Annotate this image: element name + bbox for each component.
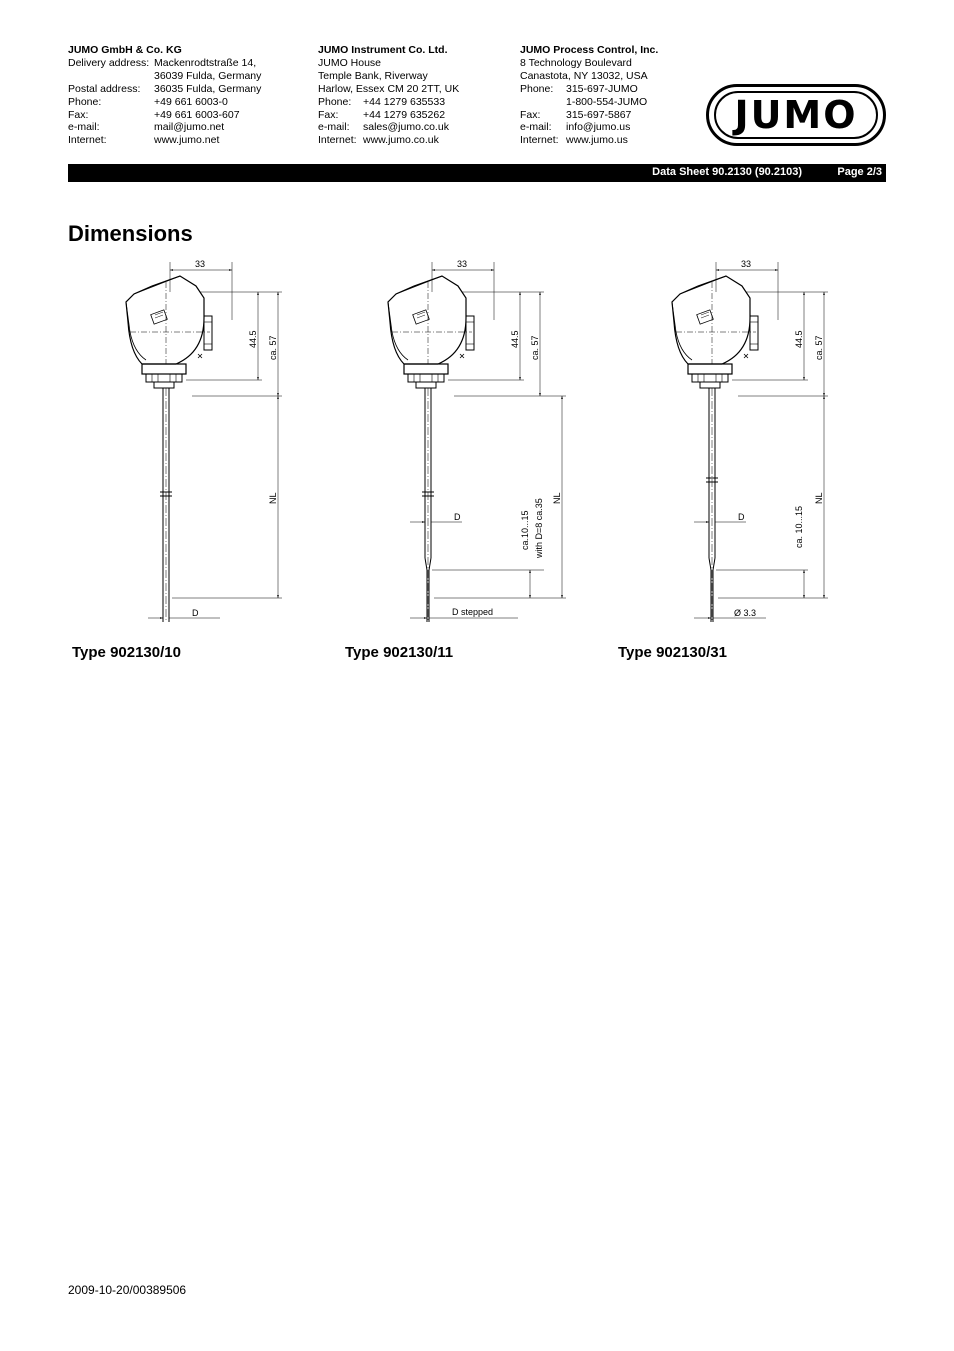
address-row-value: +44 1279 635533 bbox=[363, 95, 446, 108]
address-row-key: Fax: bbox=[68, 108, 89, 121]
jumo-logo bbox=[706, 84, 886, 146]
address-row-value: mail@jumo.net bbox=[154, 121, 225, 134]
address-lines bbox=[520, 57, 658, 83]
drawing-type-11 bbox=[388, 259, 566, 622]
dimension-drawings bbox=[100, 252, 840, 632]
address-row bbox=[520, 109, 658, 122]
dim-d-label: D bbox=[454, 512, 461, 522]
address-block-usa bbox=[520, 44, 658, 147]
address-row bbox=[520, 96, 658, 109]
address-row bbox=[68, 96, 261, 109]
address-row-value: sales@jumo.co.uk bbox=[363, 121, 449, 134]
address-rows bbox=[318, 96, 459, 148]
dim-nl-label: NL bbox=[268, 492, 278, 504]
address-lines bbox=[318, 57, 459, 96]
address-row bbox=[68, 109, 261, 122]
address-row bbox=[318, 134, 459, 147]
dim-d-label: D bbox=[738, 512, 745, 522]
address-row bbox=[520, 83, 658, 96]
address-line: Canastota, NY 13032, USA bbox=[520, 69, 648, 82]
address-row-value: +44 1279 635262 bbox=[363, 108, 446, 121]
dim-ca57-label: ca. 57 bbox=[530, 335, 540, 360]
dim-ca10-15-label: ca. 10...15 bbox=[794, 505, 804, 548]
dim-nl-label: NL bbox=[552, 492, 562, 504]
dim-with-d8-label: with D=8 ca.35 bbox=[534, 498, 544, 558]
address-line: Temple Bank, Riverway bbox=[318, 69, 428, 82]
address-row-value: www.jumo.net bbox=[154, 134, 220, 147]
address-row-key: Internet: bbox=[318, 134, 357, 147]
dim-ca10-15-label: ca.10...15 bbox=[520, 510, 530, 550]
address-row-key: Internet: bbox=[520, 134, 559, 147]
header-bar bbox=[68, 164, 886, 182]
address-row-value: 315-697-5867 bbox=[566, 108, 632, 121]
dim-44-5-label: 44.5 bbox=[510, 330, 520, 348]
drawing-type-10 bbox=[126, 259, 282, 622]
company-name: JUMO Process Control, Inc. bbox=[520, 44, 659, 56]
page-number: Page 2/3 bbox=[837, 166, 882, 178]
address-row bbox=[318, 96, 459, 109]
address-row-value: Mackenrodtstraße 14, bbox=[154, 56, 257, 69]
address-row bbox=[520, 134, 658, 147]
address-row-value: 315-697-JUMO bbox=[566, 82, 638, 95]
address-row-key: e-mail: bbox=[318, 121, 350, 134]
caption-type-10: Type 902130/10 bbox=[72, 644, 181, 661]
dim-d-label: D bbox=[192, 608, 199, 618]
dim-33-label: 33 bbox=[457, 259, 468, 269]
address-row-key bbox=[68, 70, 154, 83]
address-row-value: 36035 Fulda, Germany bbox=[154, 82, 262, 95]
address-rows bbox=[520, 83, 658, 148]
document-footer-id: 2009-10-20/00389506 bbox=[68, 1283, 187, 1297]
address-row-value: +49 661 6003-607 bbox=[154, 108, 240, 121]
address-row-key: Phone: bbox=[318, 95, 352, 108]
address-block-uk bbox=[318, 44, 459, 147]
dim-44-5-label: 44.5 bbox=[248, 330, 258, 348]
address-row-value: 36039 Fulda, Germany bbox=[154, 69, 262, 82]
logo-text: JUMO bbox=[734, 93, 858, 137]
address-row-value: info@jumo.us bbox=[566, 121, 631, 134]
address-row-key: Fax: bbox=[318, 108, 339, 121]
address-row-key: Phone: bbox=[68, 95, 102, 108]
address-row bbox=[318, 121, 459, 134]
address-row-value: +49 661 6003-0 bbox=[154, 95, 228, 108]
address-row bbox=[68, 83, 261, 96]
address-block-germany bbox=[68, 44, 261, 147]
dim-44-5-label: 44.5 bbox=[794, 330, 804, 348]
address-rows bbox=[68, 57, 261, 147]
address-row bbox=[68, 134, 261, 147]
address-row bbox=[520, 121, 658, 134]
caption-type-31: Type 902130/31 bbox=[618, 644, 727, 661]
drawing-svg bbox=[100, 252, 840, 632]
address-row-key: e-mail: bbox=[68, 121, 100, 134]
address-line: Harlow, Essex CM 20 2TT, UK bbox=[318, 82, 460, 95]
dim-33-label: 33 bbox=[741, 259, 752, 269]
address-row-key: Phone: bbox=[520, 82, 554, 95]
address-row bbox=[68, 70, 261, 83]
data-sheet-number: Data Sheet 90.2130 (90.2103) bbox=[652, 166, 802, 178]
caption-type-11: Type 902130/11 bbox=[345, 644, 454, 661]
address-row-value: www.jumo.us bbox=[566, 134, 628, 147]
company-name: JUMO GmbH & Co. KG bbox=[68, 44, 182, 56]
address-row-key bbox=[520, 96, 566, 109]
dim-ca57-label: ca. 57 bbox=[268, 335, 278, 360]
dim-ca57-label: ca. 57 bbox=[814, 335, 824, 360]
address-row-key: Fax: bbox=[520, 108, 541, 121]
company-name: JUMO Instrument Co. Ltd. bbox=[318, 44, 448, 56]
address-row bbox=[68, 121, 261, 134]
dim-d-stepped-label: D stepped bbox=[452, 607, 494, 617]
address-row bbox=[68, 57, 261, 70]
dim-33-label: 33 bbox=[195, 259, 206, 269]
address-row-value: 1-800-554-JUMO bbox=[566, 95, 648, 108]
address-line: 8 Technology Boulevard bbox=[520, 56, 632, 69]
logo-inner-frame bbox=[714, 91, 878, 139]
address-row-key: e-mail: bbox=[520, 121, 552, 134]
address-row-value: www.jumo.co.uk bbox=[363, 134, 439, 147]
drawing-type-31 bbox=[672, 259, 828, 622]
dim-dia33-label: Ø 3.3 bbox=[734, 608, 757, 618]
page-title: Dimensions bbox=[68, 221, 193, 246]
address-row-key: Delivery address: bbox=[68, 56, 150, 69]
address-line: JUMO House bbox=[318, 56, 382, 69]
address-row-key: Internet: bbox=[68, 134, 107, 147]
address-row bbox=[318, 109, 459, 122]
dim-nl-label: NL bbox=[814, 492, 824, 504]
address-row-key: Postal address: bbox=[68, 82, 141, 95]
